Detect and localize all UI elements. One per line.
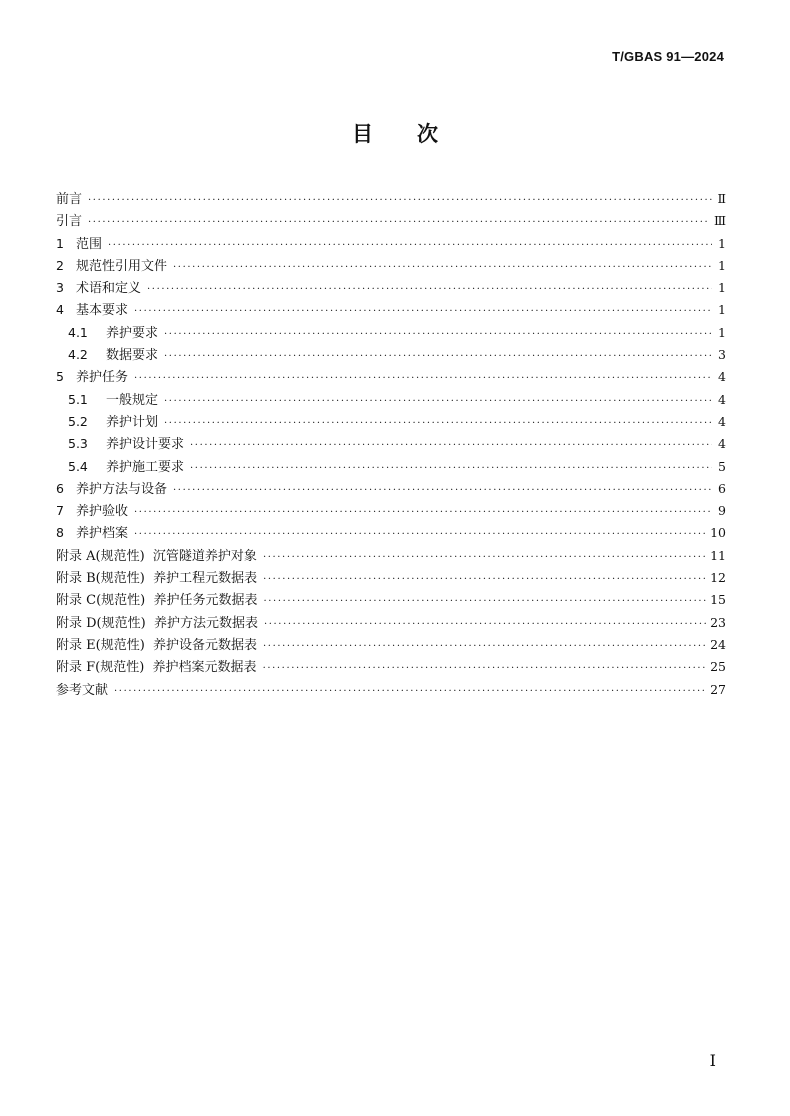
dot-leader	[164, 324, 712, 346]
toc-entry-page: 23	[710, 614, 726, 630]
toc-entry-label: 养护设计要求	[106, 437, 185, 453]
toc-entry-page: 24	[710, 636, 726, 652]
toc-entry-number: 5.2	[68, 413, 88, 429]
toc-entry[interactable]	[56, 612, 726, 634]
toc-entry-label: 附录 D(规范性) 养护方法元数据表	[56, 615, 258, 631]
toc-subsection-entry[interactable]	[56, 456, 726, 478]
toc-entry-label: 附录 A(规范性) 沉管隧道养护对象	[56, 548, 257, 564]
toc-entry-number: 4	[56, 302, 64, 318]
dot-leader	[263, 658, 707, 680]
toc-entry-label: 养护施工要求	[106, 459, 185, 475]
toc-entry-page: Ⅲ	[713, 213, 726, 229]
toc-entry-page: 15	[710, 592, 726, 608]
dot-leader	[264, 591, 707, 613]
toc-entry-number: 4.1	[68, 324, 88, 340]
toc-entry[interactable]	[56, 567, 726, 589]
toc-entry-label: 养护计划	[106, 414, 159, 430]
toc-entry-label: 养护档案	[76, 526, 129, 542]
toc-subsection-entry[interactable]	[56, 322, 726, 344]
toc-entry-number: 4.2	[68, 347, 88, 363]
toc-entry-page: 4	[718, 369, 726, 385]
dot-leader	[173, 257, 712, 279]
dot-leader	[134, 368, 712, 390]
toc-entry-label: 附录 B(规范性) 养护工程元数据表	[56, 571, 258, 587]
toc-entry[interactable]	[56, 478, 726, 500]
toc-entry-page: 5	[718, 458, 726, 474]
toc-entry-page: 4	[718, 413, 726, 429]
toc-subsection-entry[interactable]	[56, 344, 726, 366]
toc-subsection-entry[interactable]	[56, 433, 726, 455]
toc-entry-page: 1	[718, 257, 726, 273]
dot-leader	[134, 502, 712, 524]
toc-entry-label: 一般规定	[106, 392, 159, 408]
toc-entry[interactable]	[56, 188, 726, 210]
dot-leader	[88, 190, 712, 212]
table-of-contents	[56, 188, 726, 701]
toc-entry-label: 养护要求	[106, 325, 159, 341]
dot-leader	[164, 391, 712, 413]
toc-entry-number: 1	[56, 235, 64, 251]
toc-entry-label: 前言	[56, 192, 83, 207]
toc-entry-label: 附录 C(规范性) 养护任务元数据表	[56, 593, 258, 609]
toc-entry[interactable]	[56, 522, 726, 544]
toc-entry-page: 6	[718, 480, 726, 496]
toc-entry-page: 1	[718, 235, 726, 251]
toc-entry-label: 养护验收	[76, 504, 129, 520]
dot-leader	[114, 681, 706, 703]
toc-entry-page: 1	[718, 302, 726, 318]
toc-entry-number: 5.3	[68, 436, 88, 452]
dot-leader	[263, 636, 706, 658]
toc-entry-page: 1	[718, 280, 726, 296]
toc-entry-page: 4	[718, 436, 726, 452]
toc-entry-number: 7	[56, 503, 64, 519]
toc-entry[interactable]	[56, 299, 726, 321]
toc-entry-page: Ⅱ	[717, 191, 726, 206]
dot-leader	[263, 547, 706, 569]
toc-entry-page: 12	[710, 570, 726, 586]
toc-entry-number: 6	[56, 480, 64, 496]
toc-entry-page: 9	[718, 503, 726, 519]
toc-entry-page: 25	[710, 659, 726, 675]
toc-entry-page: 4	[718, 391, 726, 407]
toc-entry-label: 规范性引用文件	[76, 258, 168, 274]
footer-page-number: I	[709, 1051, 716, 1070]
toc-entry[interactable]	[56, 634, 726, 656]
toc-entry-label: 基本要求	[76, 303, 129, 319]
toc-entry-label: 范围	[76, 236, 103, 252]
toc-entry-number: 2	[56, 257, 64, 273]
toc-entry[interactable]	[56, 255, 726, 277]
dot-leader	[147, 279, 712, 301]
toc-entry-label: 术语和定义	[76, 281, 142, 297]
toc-subsection-entry[interactable]	[56, 411, 726, 433]
toc-entry-page: 1	[718, 324, 726, 340]
toc-entry-number: 5.1	[68, 391, 88, 407]
toc-entry-page: 3	[718, 347, 726, 363]
toc-entry-label: 养护任务	[76, 370, 129, 386]
toc-entry[interactable]	[56, 589, 726, 611]
toc-subsection-entry[interactable]	[56, 389, 726, 411]
toc-entry[interactable]	[56, 277, 726, 299]
dot-leader	[88, 212, 710, 234]
dot-leader	[134, 524, 706, 546]
page-title	[0, 118, 790, 148]
toc-entry-page: 27	[710, 681, 726, 697]
dot-leader	[190, 458, 712, 480]
toc-entry-label: 数据要求	[106, 348, 159, 364]
toc-entry-label: 参考文献	[56, 682, 109, 698]
toc-entry[interactable]	[56, 366, 726, 388]
toc-entry-label: 附录 E(规范性) 养护设备元数据表	[56, 637, 258, 653]
toc-entry[interactable]	[56, 210, 726, 232]
dot-leader	[190, 435, 712, 457]
title-char-2: 次	[417, 122, 438, 146]
toc-entry[interactable]	[56, 656, 726, 678]
dot-leader	[164, 346, 712, 368]
title-char-1: 目	[352, 122, 373, 146]
dot-leader	[134, 301, 712, 323]
dot-leader	[164, 413, 712, 435]
dot-leader	[264, 614, 706, 636]
toc-entry-label: 引言	[56, 214, 83, 230]
dot-leader	[263, 569, 706, 591]
toc-entry[interactable]	[56, 233, 726, 255]
toc-entry-number: 5.4	[68, 458, 88, 474]
toc-entry[interactable]	[56, 679, 726, 701]
dot-leader	[108, 235, 712, 257]
toc-entry-number: 5	[56, 369, 64, 385]
toc-entry-label: 附录 F(规范性) 养护档案元数据表	[56, 660, 257, 676]
toc-entry-number: 3	[56, 280, 64, 296]
toc-entry-label: 养护方法与设备	[76, 481, 168, 497]
toc-entry-page: 10	[710, 525, 726, 541]
toc-entry[interactable]	[56, 500, 726, 522]
toc-entry-page: 11	[710, 547, 726, 563]
standard-code: T/GBAS 91—2024	[612, 49, 724, 64]
toc-entry[interactable]	[56, 545, 726, 567]
dot-leader	[173, 480, 712, 502]
toc-entry-number: 8	[56, 525, 64, 541]
